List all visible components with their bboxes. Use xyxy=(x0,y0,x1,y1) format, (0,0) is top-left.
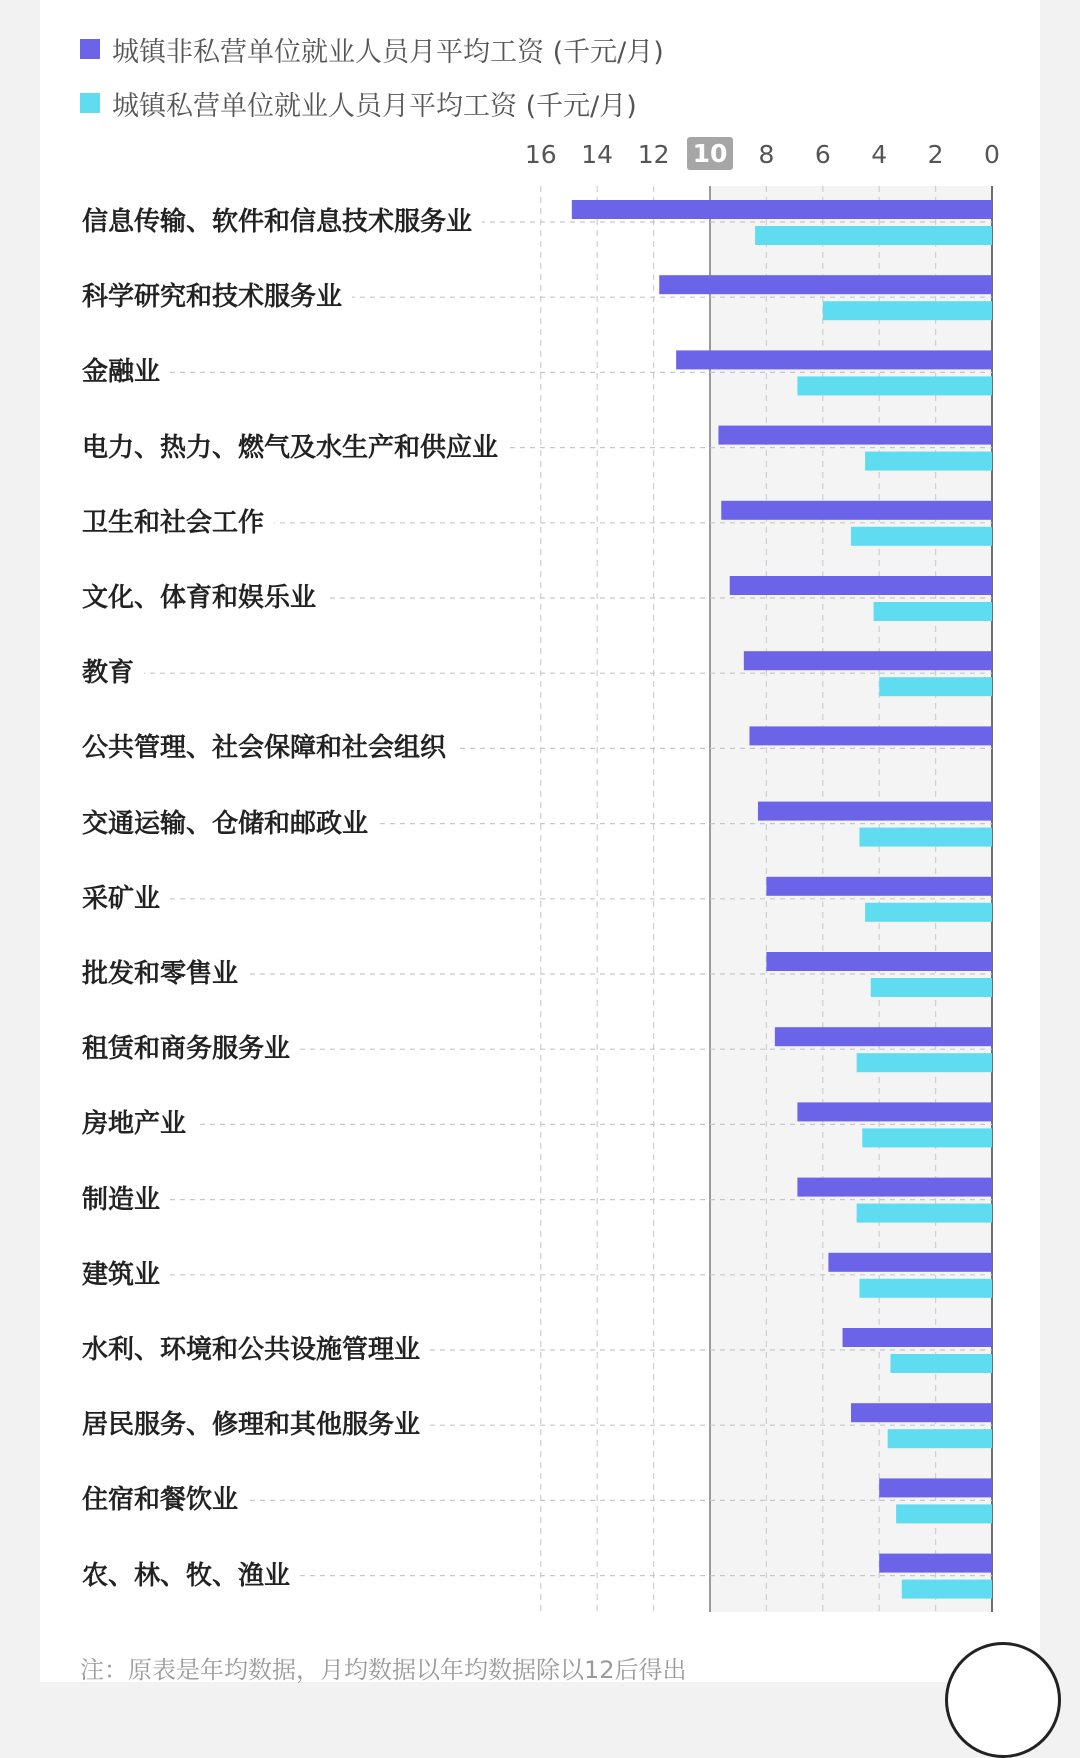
category-label: 卫生和社会工作 xyxy=(82,507,274,539)
bar-nonprivate xyxy=(659,275,992,294)
category-label: 科学研究和技术服务业 xyxy=(82,281,352,313)
category-label: 教育 xyxy=(82,657,144,689)
x-tick-label: 8 xyxy=(758,140,775,169)
footnote: 注：原表是年均数据，月均数据以年均数据除以12后得出 xyxy=(80,1656,687,1684)
bar-private xyxy=(865,452,992,471)
bar-private xyxy=(857,1053,992,1072)
bar-private xyxy=(859,828,992,847)
bar-nonprivate xyxy=(721,501,992,520)
bar-nonprivate xyxy=(851,1403,992,1422)
legend-label-nonprivate: 城镇非私营单位就业人员月平均工资 (千元/月) xyxy=(112,36,664,68)
bar-nonprivate xyxy=(676,350,992,369)
bar-private xyxy=(823,301,992,320)
bar-nonprivate xyxy=(797,1178,992,1197)
bar-nonprivate xyxy=(749,726,992,745)
bar-private xyxy=(896,1504,992,1523)
category-label: 住宿和餐饮业 xyxy=(82,1484,248,1516)
category-label: 电力、热力、燃气及水生产和供应业 xyxy=(82,432,508,464)
x-tick-label xyxy=(680,137,740,170)
bar-private xyxy=(797,376,992,395)
category-label: 制造业 xyxy=(82,1184,170,1216)
bar-nonprivate xyxy=(879,1554,992,1573)
bar-nonprivate xyxy=(775,1027,992,1046)
category-label: 公共管理、社会保障和社会组织 xyxy=(82,732,456,764)
x-tick-label: 14 xyxy=(581,140,614,169)
bar-private xyxy=(851,527,992,546)
category-label: 建筑业 xyxy=(82,1259,170,1291)
category-label: 交通运输、仓储和邮政业 xyxy=(82,808,378,840)
bar-nonprivate xyxy=(744,651,992,670)
category-label: 文化、体育和娱乐业 xyxy=(82,582,326,614)
category-label: 农、林、牧、渔业 xyxy=(82,1560,300,1592)
bar-private xyxy=(871,978,992,997)
x-tick-label: 16 xyxy=(524,140,557,169)
bar-private xyxy=(902,1580,992,1599)
category-label: 采矿业 xyxy=(82,883,170,915)
category-label: 房地产业 xyxy=(82,1108,196,1140)
bar-private xyxy=(888,1429,992,1448)
bar-private xyxy=(755,226,992,245)
bar-nonprivate xyxy=(879,1478,992,1497)
bar-private xyxy=(890,1354,992,1373)
bar-private xyxy=(874,602,992,621)
bar-private xyxy=(862,1128,992,1147)
bar-private xyxy=(879,677,992,696)
category-label: 居民服务、修理和其他服务业 xyxy=(82,1409,430,1441)
bar-private xyxy=(857,1204,992,1223)
bar-nonprivate xyxy=(797,1102,992,1121)
x-tick-label: 0 xyxy=(984,140,1000,169)
bar-nonprivate xyxy=(572,200,992,219)
x-tick-label-highlighted: 10 xyxy=(687,137,734,170)
bar-nonprivate xyxy=(766,877,992,896)
legend-label-private: 城镇私营单位就业人员月平均工资 (千元/月) xyxy=(112,90,637,122)
category-label: 金融业 xyxy=(82,356,170,388)
bar-nonprivate xyxy=(758,802,992,821)
x-tick-label: 6 xyxy=(814,140,831,169)
bar-nonprivate xyxy=(718,426,992,445)
x-tick-label: 2 xyxy=(927,140,944,169)
category-label: 信息传输、软件和信息技术服务业 xyxy=(82,206,482,238)
category-label: 批发和零售业 xyxy=(82,958,248,990)
bar-private xyxy=(859,1279,992,1298)
x-tick-label: 4 xyxy=(871,140,888,169)
category-label: 租赁和商务服务业 xyxy=(82,1033,300,1065)
bar-nonprivate xyxy=(843,1328,992,1347)
bar-nonprivate xyxy=(828,1253,992,1272)
bar-nonprivate xyxy=(766,952,992,971)
bar-private xyxy=(865,903,992,922)
x-tick-label: 12 xyxy=(637,140,670,169)
logo-seal xyxy=(945,1642,1061,1758)
bar-nonprivate xyxy=(730,576,992,595)
category-label: 水利、环境和公共设施管理业 xyxy=(82,1334,430,1366)
